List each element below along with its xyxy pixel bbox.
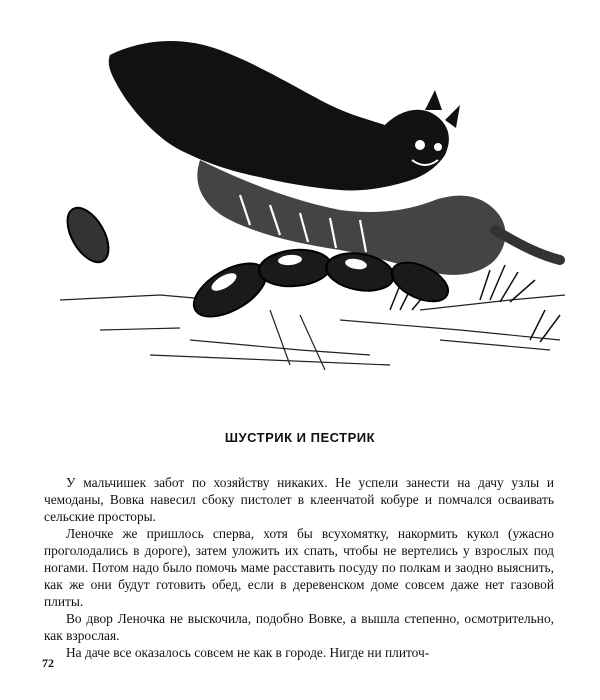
paragraph: У мальчишек забот по хозяйству никаких. Не успели занести на дачу узлы и чемоданы, Вовка навесил сбоку пистолет в клеенчатой кобуре и помчался осваивать сельские просторы. <box>44 475 554 524</box>
paragraph: Во двор Леночка не выскочила, подобно Вовке, а вышла степенно, осмотрительно, как взрослая. <box>44 611 554 643</box>
cats-illustration <box>40 10 570 370</box>
chapter-title: ШУСТРИК И ПЕСТРИК <box>224 430 376 445</box>
paragraph: Леночке же пришлось сперва, хотя бы всухомятку, накормить кукол (ужасно проголодались в дороге), затем уложить их спать, чтобы не вертелись у взрослых под ногами. Потом надо было помочь маме расставить посуду по полкам и заодно выяснить, как же они будут готовить обед, если в деревенском доме совсем даже нет газовой плиты. <box>44 526 554 609</box>
page-number: 72 <box>42 656 54 670</box>
chapter-body <box>44 474 554 661</box>
paragraph: На даче все оказалось совсем не как в городе. Нигде ни плиточ- <box>66 645 430 660</box>
